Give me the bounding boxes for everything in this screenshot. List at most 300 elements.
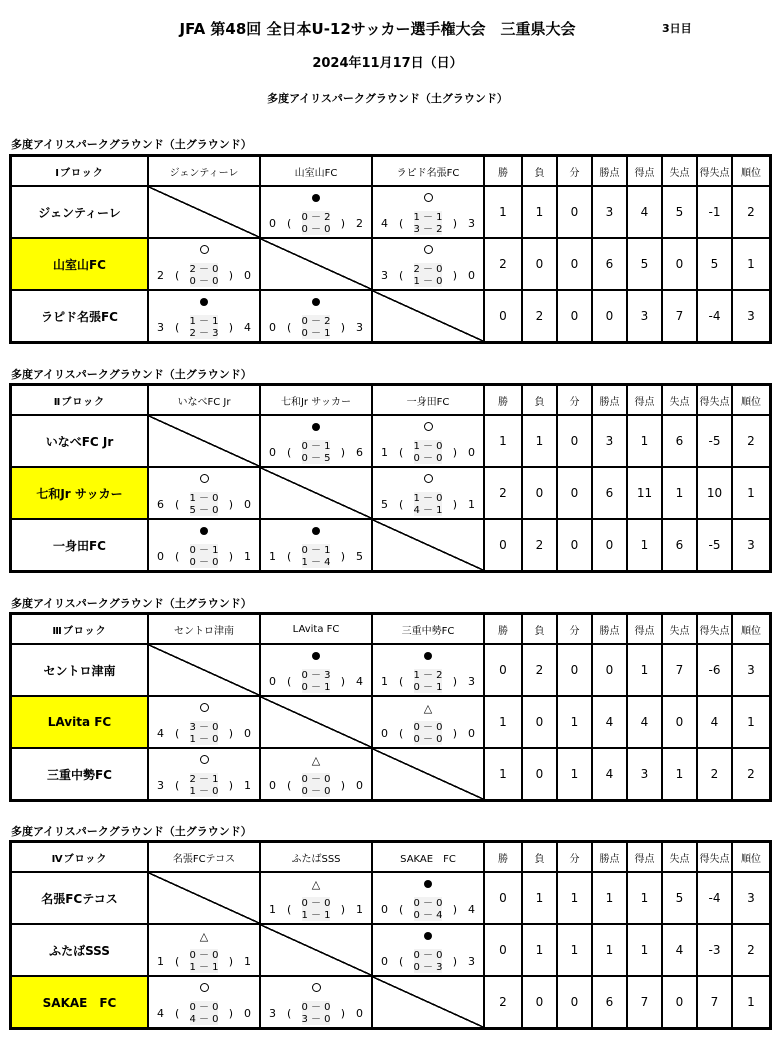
- self-match-cell: [260, 238, 372, 290]
- goals-against: 6: [356, 446, 363, 459]
- stat-value: 6: [662, 415, 697, 467]
- first-half-score: 1 － 1: [413, 212, 443, 223]
- stat-value: 1: [557, 924, 592, 976]
- stat-value: 2: [732, 415, 770, 467]
- match-result-cell: [260, 290, 372, 342]
- goals-for: 0: [269, 217, 276, 230]
- loss-mark-icon: [373, 651, 483, 663]
- score: [149, 544, 259, 570]
- paren-close: ): [228, 498, 233, 511]
- stat-value: 3: [592, 186, 627, 238]
- score: [261, 440, 371, 466]
- paren-open: (: [287, 550, 292, 563]
- match-result: [261, 753, 371, 799]
- self-match-cell: [148, 872, 260, 924]
- win-mark-icon: [373, 474, 483, 486]
- stat-header: 順位: [732, 156, 770, 186]
- stat-value: 1: [627, 415, 662, 467]
- match-result-cell: [372, 415, 484, 467]
- second-half-score: 3 － 0: [301, 1014, 331, 1025]
- opponent-header: 名張FCテコス: [148, 842, 260, 872]
- stat-value: 0: [484, 290, 522, 342]
- self-match-cell: [148, 644, 260, 696]
- block-venue-label: 多度アイリスパークグラウンド（土グラウンド）: [11, 825, 252, 838]
- self-match-cell: [148, 415, 260, 467]
- opponent-header: セントロ津南: [148, 614, 260, 644]
- paren-close: ): [452, 269, 457, 282]
- first-half-score: 0 － 2: [301, 316, 331, 327]
- goals-for: 0: [381, 903, 388, 916]
- stat-value: 1: [557, 872, 592, 924]
- match-result-cell: [372, 467, 484, 519]
- first-half-score: 1 － 0: [413, 441, 443, 452]
- paren-open: (: [287, 1007, 292, 1020]
- match-result: [149, 295, 259, 341]
- first-half-score: 2 － 0: [189, 264, 219, 275]
- first-half-score: 0 － 1: [301, 545, 331, 556]
- stat-value: 4: [592, 748, 627, 800]
- block-venue-label: 多度アイリスパークグラウンド（土グラウンド）: [11, 138, 252, 151]
- stat-value: 1: [732, 238, 770, 290]
- stat-value: 0: [557, 415, 592, 467]
- stat-value: 1: [484, 415, 522, 467]
- match-result: [373, 420, 483, 466]
- win-mark-icon: [261, 983, 371, 995]
- opponent-header: 一身田FC: [372, 385, 484, 415]
- win-mark-icon: [373, 422, 483, 434]
- stat-value: 2: [522, 644, 557, 696]
- team-name: ラピド名張FC: [11, 290, 148, 342]
- stat-value: 10: [697, 467, 732, 519]
- match-result: [149, 472, 259, 518]
- match-result: [261, 649, 371, 695]
- paren-open: (: [399, 217, 404, 230]
- match-result: [261, 524, 371, 570]
- goals-against: 0: [244, 1007, 251, 1020]
- first-half-score: 0 － 0: [413, 722, 443, 733]
- loss-mark-icon: [261, 422, 371, 434]
- paren-open: (: [175, 321, 180, 334]
- goals-for: 0: [381, 955, 388, 968]
- stat-value: 2: [732, 186, 770, 238]
- self-match-cell: [148, 186, 260, 238]
- stat-value: 3: [627, 290, 662, 342]
- self-match-cell: [372, 748, 484, 800]
- first-half-score: 0 － 0: [413, 898, 443, 909]
- match-result: [373, 472, 483, 518]
- loss-mark-icon: [261, 193, 371, 205]
- goals-for: 1: [157, 955, 164, 968]
- match-result-cell: [148, 696, 260, 748]
- goals-for: 0: [269, 321, 276, 334]
- stat-value: 0: [557, 467, 592, 519]
- match-result-cell: [260, 976, 372, 1028]
- match-result: [373, 191, 483, 237]
- team-row: [11, 872, 770, 924]
- first-half-score: 1 － 0: [189, 493, 219, 504]
- score: [261, 897, 371, 923]
- match-result-cell: [372, 696, 484, 748]
- match-result: [149, 243, 259, 289]
- team-name: ふたばSSS: [11, 924, 148, 976]
- day-label: 3日目: [662, 22, 692, 35]
- goals-against: 0: [244, 269, 251, 282]
- match-result-cell: [372, 924, 484, 976]
- page-title: JFA 第48回 全日本U-12サッカー選手権大会 三重県大会: [179, 20, 576, 38]
- stat-header: 得点: [627, 842, 662, 872]
- first-half-score: 0 － 1: [301, 441, 331, 452]
- second-half-score: 0 － 1: [413, 682, 443, 693]
- goals-for: 1: [381, 675, 388, 688]
- paren-open: (: [287, 675, 292, 688]
- stat-value: 3: [592, 415, 627, 467]
- paren-close: ): [340, 217, 345, 230]
- team-row: [11, 976, 770, 1028]
- block-table: [9, 840, 772, 1030]
- stat-header: 勝: [484, 614, 522, 644]
- stat-value: 1: [732, 467, 770, 519]
- paren-close: ): [452, 955, 457, 968]
- stat-value: 0: [662, 696, 697, 748]
- paren-open: (: [399, 446, 404, 459]
- goals-for: 0: [269, 446, 276, 459]
- stat-value: 4: [627, 186, 662, 238]
- goals-for: 3: [381, 269, 388, 282]
- match-result-cell: [260, 186, 372, 238]
- stat-header: 失点: [662, 156, 697, 186]
- stat-header: 分: [557, 385, 592, 415]
- goals-against: 1: [244, 779, 251, 792]
- stat-header: 得点: [627, 614, 662, 644]
- opponent-header: ふたばSSS: [260, 842, 372, 872]
- match-result-cell: [148, 924, 260, 976]
- team-row: [11, 696, 770, 748]
- match-result: [149, 981, 259, 1027]
- team-row: [11, 415, 770, 467]
- paren-open: (: [175, 498, 180, 511]
- second-half-score: 0 － 0: [189, 557, 219, 568]
- paren-close: ): [340, 1007, 345, 1020]
- match-result-cell: [148, 519, 260, 571]
- goals-for: 3: [157, 321, 164, 334]
- paren-close: ): [340, 675, 345, 688]
- stat-value: 4: [662, 924, 697, 976]
- match-result-cell: [260, 644, 372, 696]
- stat-value: 7: [697, 976, 732, 1028]
- first-half-score: 3 － 0: [189, 722, 219, 733]
- goals-against: 3: [468, 955, 475, 968]
- score: [373, 669, 483, 695]
- stat-value: 1: [592, 872, 627, 924]
- stat-value: 1: [627, 872, 662, 924]
- stat-value: 1: [484, 696, 522, 748]
- match-result: [149, 524, 259, 570]
- goals-against: 3: [468, 675, 475, 688]
- block-header-row: [11, 385, 770, 415]
- team-row: [11, 644, 770, 696]
- match-result: [261, 981, 371, 1027]
- team-name: LAvita FC: [11, 696, 148, 748]
- stat-value: 0: [592, 519, 627, 571]
- block-header-row: [11, 156, 770, 186]
- block-name: Ⅳブロック: [11, 842, 148, 872]
- stat-header: 分: [557, 156, 592, 186]
- team-name: いなべFC Jr: [11, 415, 148, 467]
- stat-header: 負: [522, 156, 557, 186]
- stat-value: 1: [522, 872, 557, 924]
- first-half-score: 1 － 0: [413, 493, 443, 504]
- score: [373, 721, 483, 747]
- stat-value: 2: [522, 519, 557, 571]
- stat-value: 5: [662, 186, 697, 238]
- stat-header: 得失点: [697, 385, 732, 415]
- stat-header: 負: [522, 385, 557, 415]
- goals-for: 0: [381, 727, 388, 740]
- opponent-header: ラピド名張FC: [372, 156, 484, 186]
- stat-value: 1: [627, 519, 662, 571]
- score: [373, 897, 483, 923]
- goals-for: 1: [381, 446, 388, 459]
- goals-against: 1: [244, 955, 251, 968]
- loss-mark-icon: [373, 879, 483, 891]
- goals-for: 4: [157, 727, 164, 740]
- paren-open: (: [175, 779, 180, 792]
- paren-close: ): [452, 446, 457, 459]
- first-half-score: 0 － 3: [301, 670, 331, 681]
- goals-for: 1: [269, 903, 276, 916]
- opponent-header: 七和Jr サッカー: [260, 385, 372, 415]
- stat-header: 失点: [662, 614, 697, 644]
- stat-value: 5: [627, 238, 662, 290]
- stat-value: 1: [484, 186, 522, 238]
- team-name: 七和Jr サッカー: [11, 467, 148, 519]
- first-half-score: 2 － 0: [413, 264, 443, 275]
- stat-value: 6: [592, 467, 627, 519]
- self-match-cell: [260, 696, 372, 748]
- second-half-score: 0 － 0: [413, 453, 443, 464]
- self-match-cell: [372, 290, 484, 342]
- goals-against: 4: [244, 321, 251, 334]
- match-result: [261, 295, 371, 341]
- match-result: [149, 929, 259, 975]
- goals-against: 2: [356, 217, 363, 230]
- stat-header: 勝: [484, 156, 522, 186]
- first-half-score: 0 － 0: [301, 1002, 331, 1013]
- paren-close: ): [340, 321, 345, 334]
- stat-value: 1: [484, 748, 522, 800]
- stat-value: -4: [697, 290, 732, 342]
- match-result-cell: [372, 644, 484, 696]
- stat-header: 順位: [732, 842, 770, 872]
- stat-value: 2: [484, 467, 522, 519]
- paren-close: ): [452, 217, 457, 230]
- goals-for: 6: [157, 498, 164, 511]
- stat-header: 得点: [627, 385, 662, 415]
- stat-value: 2: [522, 290, 557, 342]
- stat-value: 0: [592, 644, 627, 696]
- score: [373, 263, 483, 289]
- stat-header: 分: [557, 614, 592, 644]
- match-result: [149, 753, 259, 799]
- goals-against: 3: [356, 321, 363, 334]
- goals-for: 0: [157, 550, 164, 563]
- score: [149, 492, 259, 518]
- stat-value: -3: [697, 924, 732, 976]
- paren-close: ): [228, 727, 233, 740]
- score: [149, 315, 259, 341]
- paren-close: ): [228, 269, 233, 282]
- stat-value: 0: [557, 976, 592, 1028]
- second-half-score: 0 － 1: [301, 328, 331, 339]
- match-result-cell: [372, 186, 484, 238]
- stat-value: 0: [484, 644, 522, 696]
- block-name: Ⅲブロック: [11, 614, 148, 644]
- stat-header: 負: [522, 842, 557, 872]
- second-half-score: 2 － 3: [189, 328, 219, 339]
- opponent-header: SAKAE FC: [372, 842, 484, 872]
- first-half-score: 0 － 0: [189, 950, 219, 961]
- stat-value: 0: [557, 519, 592, 571]
- draw-mark-icon: △: [199, 930, 209, 943]
- second-half-score: 0 － 1: [301, 682, 331, 693]
- stat-value: 0: [484, 519, 522, 571]
- second-half-score: 1 － 4: [301, 557, 331, 568]
- paren-close: ): [228, 321, 233, 334]
- stat-value: 0: [522, 238, 557, 290]
- second-half-score: 4 － 0: [189, 1014, 219, 1025]
- stat-value: 0: [557, 644, 592, 696]
- goals-against: 5: [356, 550, 363, 563]
- match-result-cell: [148, 290, 260, 342]
- stat-value: 3: [627, 748, 662, 800]
- paren-close: ): [228, 1007, 233, 1020]
- goals-for: 2: [157, 269, 164, 282]
- stat-value: 0: [522, 467, 557, 519]
- paren-open: (: [287, 446, 292, 459]
- block-name: Ⅱブロック: [11, 385, 148, 415]
- stat-header: 順位: [732, 385, 770, 415]
- stat-value: 0: [557, 290, 592, 342]
- stat-value: 7: [662, 290, 697, 342]
- team-row: [11, 238, 770, 290]
- self-match-cell: [260, 467, 372, 519]
- paren-open: (: [175, 269, 180, 282]
- goals-against: 4: [468, 903, 475, 916]
- stat-value: 6: [592, 976, 627, 1028]
- stat-header: 負: [522, 614, 557, 644]
- first-half-score: 0 － 0: [413, 950, 443, 961]
- goals-against: 0: [356, 779, 363, 792]
- paren-close: ): [340, 446, 345, 459]
- stat-value: 0: [662, 976, 697, 1028]
- block-table: [9, 383, 772, 573]
- goals-against: 1: [356, 903, 363, 916]
- goals-against: 0: [468, 446, 475, 459]
- stat-header: 勝点: [592, 842, 627, 872]
- opponent-header: LAvita FC: [260, 614, 372, 644]
- stat-value: 0: [522, 696, 557, 748]
- second-half-score: 0 － 0: [301, 786, 331, 797]
- match-result: [373, 701, 483, 747]
- win-mark-icon: [149, 245, 259, 257]
- match-result: [261, 877, 371, 923]
- stat-value: 0: [592, 290, 627, 342]
- loss-mark-icon: [149, 297, 259, 309]
- stat-value: 2: [732, 924, 770, 976]
- block-table: [9, 612, 772, 802]
- score: [261, 544, 371, 570]
- stat-header: 得失点: [697, 156, 732, 186]
- goals-against: 3: [468, 217, 475, 230]
- win-mark-icon: [373, 245, 483, 257]
- paren-open: (: [399, 498, 404, 511]
- stat-value: 4: [592, 696, 627, 748]
- second-half-score: 5 － 0: [189, 505, 219, 516]
- paren-close: ): [228, 779, 233, 792]
- win-mark-icon: [149, 703, 259, 715]
- goals-against: 0: [468, 727, 475, 740]
- stat-value: 1: [522, 924, 557, 976]
- team-name: セントロ津南: [11, 644, 148, 696]
- block-header-row: [11, 614, 770, 644]
- loss-mark-icon: [373, 931, 483, 943]
- match-result-cell: [372, 238, 484, 290]
- stat-header: 勝: [484, 385, 522, 415]
- second-half-score: 3 － 2: [413, 224, 443, 235]
- stat-value: 3: [732, 644, 770, 696]
- paren-close: ): [340, 903, 345, 916]
- stat-value: 3: [732, 290, 770, 342]
- loss-mark-icon: [149, 526, 259, 538]
- match-result-cell: [260, 748, 372, 800]
- block-venue-label: 多度アイリスパークグラウンド（土グラウンド）: [11, 368, 252, 381]
- paren-close: ): [452, 727, 457, 740]
- block-venue-label: 多度アイリスパークグラウンド（土グラウンド）: [11, 597, 252, 610]
- match-result-cell: [148, 748, 260, 800]
- draw-mark-icon: △: [311, 754, 321, 767]
- stat-value: 0: [662, 238, 697, 290]
- second-half-score: 0 － 3: [413, 962, 443, 973]
- goals-for: 4: [157, 1007, 164, 1020]
- paren-close: ): [452, 675, 457, 688]
- score: [261, 211, 371, 237]
- stat-value: 5: [697, 238, 732, 290]
- score: [149, 773, 259, 799]
- stat-value: -5: [697, 415, 732, 467]
- team-name: 山室山FC: [11, 238, 148, 290]
- paren-open: (: [175, 727, 180, 740]
- second-half-score: 0 － 0: [413, 734, 443, 745]
- goals-against: 0: [244, 498, 251, 511]
- first-half-score: 2 － 1: [189, 774, 219, 785]
- score: [373, 440, 483, 466]
- score: [373, 949, 483, 975]
- goals-against: 4: [356, 675, 363, 688]
- match-result: [373, 243, 483, 289]
- paren-open: (: [287, 321, 292, 334]
- team-name: SAKAE FC: [11, 976, 148, 1028]
- team-name: 名張FCテコス: [11, 872, 148, 924]
- paren-open: (: [287, 779, 292, 792]
- goals-against: 0: [468, 269, 475, 282]
- self-match-cell: [372, 519, 484, 571]
- goals-for: 0: [269, 779, 276, 792]
- stat-value: 2: [484, 238, 522, 290]
- match-result-cell: [372, 872, 484, 924]
- match-result: [373, 929, 483, 975]
- goals-against: 1: [244, 550, 251, 563]
- stat-header: 失点: [662, 385, 697, 415]
